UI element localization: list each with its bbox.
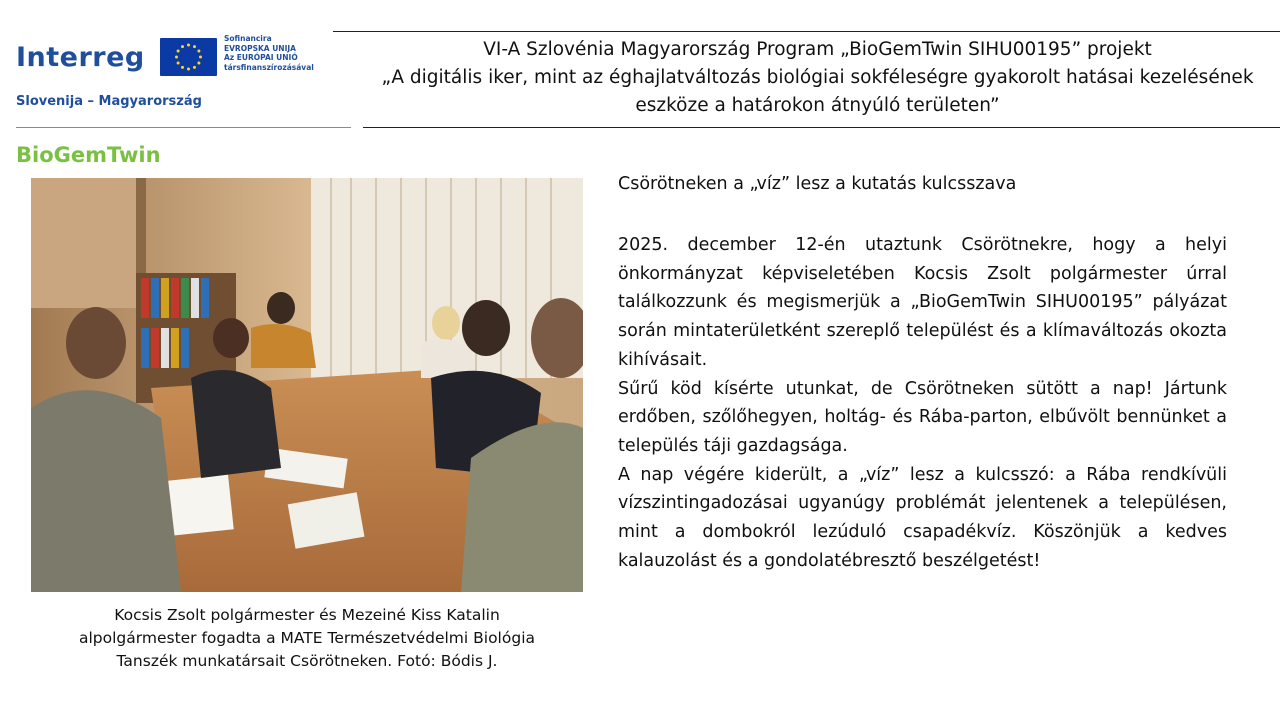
header-line: VI-A Szlovénia Magyarország Program „BioGemTwin SIHU00195” projekt [483,39,1152,60]
header-rule-bottom [363,127,1280,128]
eu-line: Sofinancira [224,34,272,43]
header-line: „A digitális iker, mint az éghajlatváltozás biológiai sokféleségre gyakorolt hatásai kezelésének [381,67,1254,88]
logo-divider [16,127,351,128]
article-paragraph: Sűrű köd kísérte utunkat, de Csörötneken sütött a nap! Jártunk erdőben, szőlőhegyen, holtág- és Rába-parton, elbűvölt bennünket a település táji gazdagsága. [618,378,1227,456]
article-paragraph: A nap végére kiderült, a „víz” lesz a kulcsszó: a Rába rendkívüli vízszintingadozásai ugyanúgy problémát jelentenek a településen, mint a dombokról lezúduló csapadékvíz. Köszönjük a kedves kalauzolást és a gondolatébresztő beszélgetést! [618,464,1227,571]
article-paragraph: 2025. december 12-én utaztunk Csörötnekre, hogy a helyi önkormányzat képviseletében Kocsis Zsolt polgármester úrral találkozzunk és megismerjük a „BioGemTwin SIHU00195” pályázat során mintaterületként szereplő települést és a klímaváltozás okozta kihívásait. [618,235,1227,370]
interreg-logo [16,34,356,134]
article-body [618,231,1227,575]
photo-caption [31,604,583,673]
header-line: eszköze a határokon átnyúló területen” [635,95,1000,116]
caption-line: alpolgármester fogadta a MATE Természetvédelmi Biológia [78,629,535,647]
meeting-photo [31,178,583,592]
caption-line: Tanszék munkatársait Csörötneken. Fotó: Bódis J. [116,652,498,670]
header-rule-top [333,31,1280,32]
country-label: Slovenija – Magyarország [16,94,202,109]
eu-line: társfinanszírozásával [224,62,314,72]
eu-flag-icon [160,38,217,76]
brand-title: BioGemTwin [16,143,161,167]
article-title: Csörötneken a „víz” lesz a kutatás kulcsszava [618,174,1017,194]
eu-funding-text [224,34,354,72]
caption-line: Kocsis Zsolt polgármester és Mezeiné Kiss Katalin [114,606,500,624]
eu-line: EVROPSKA UNIJA [224,43,296,53]
interreg-wordmark: Interreg [16,42,145,73]
project-header [360,36,1275,120]
eu-line: Az EURÓPAI UNIÓ [224,53,298,62]
